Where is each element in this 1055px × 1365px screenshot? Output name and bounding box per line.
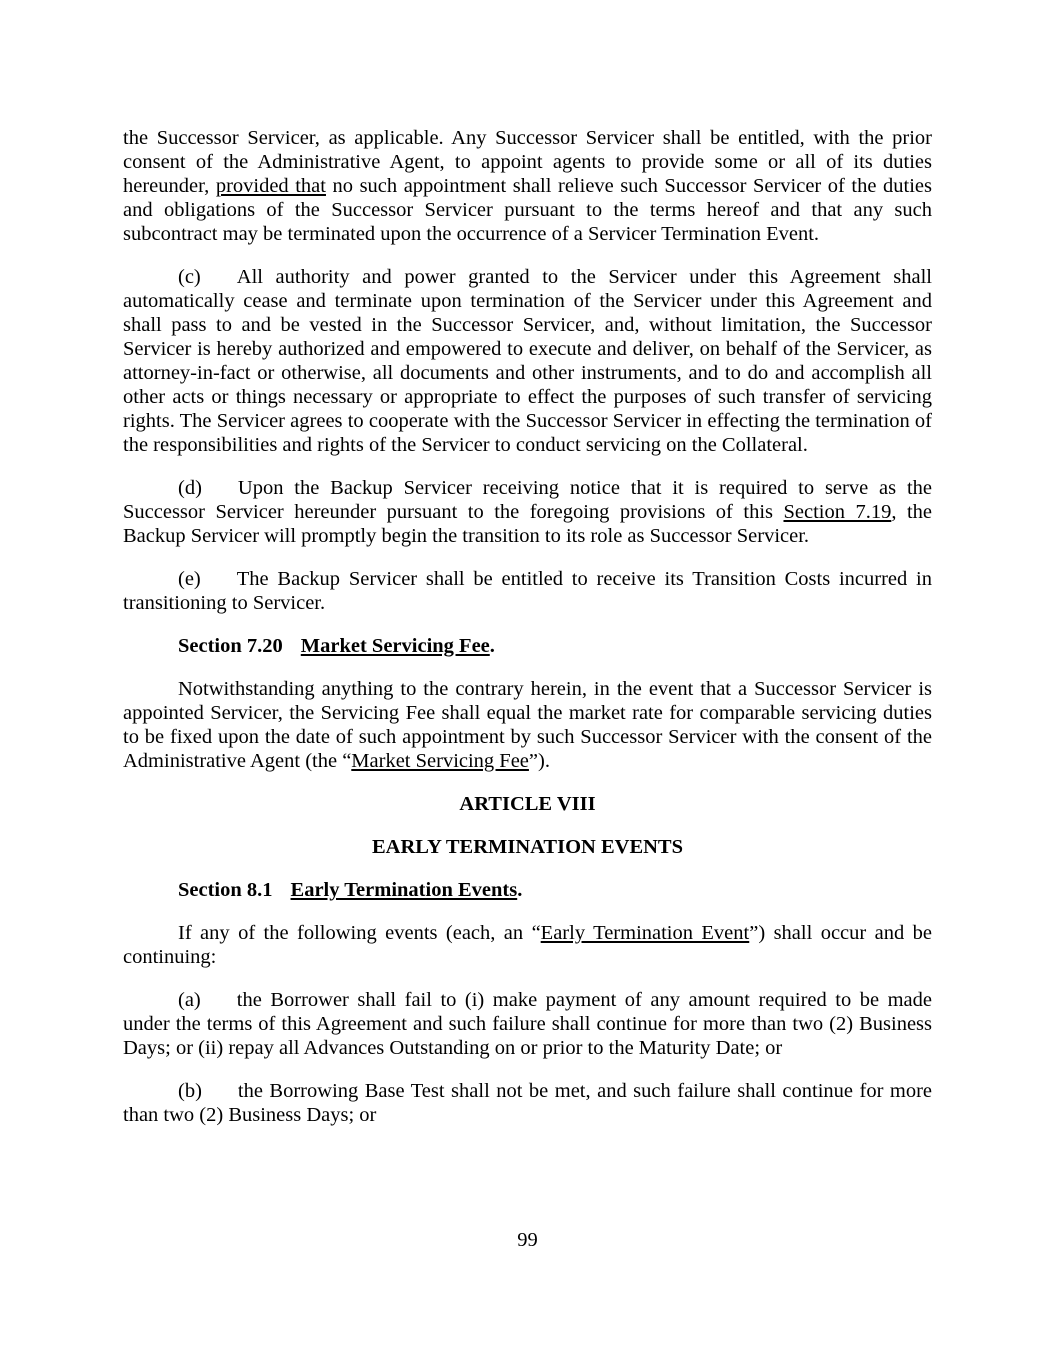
text-run: ”). bbox=[528, 750, 550, 772]
list-label-d: (d) bbox=[178, 477, 202, 499]
text-run: ”) shall occur and be continuing: bbox=[123, 922, 932, 968]
text-run: no such appointment shall relieve such Successor Servicer of the duties and obligations of the Successor Servicer pursuant to the terms hereof and that any such subcontract may be terminated upon the occurrence of a Servicer Termination Event. bbox=[123, 175, 932, 245]
list-label-b: (b) bbox=[178, 1080, 202, 1102]
section-title: Early Termination Events bbox=[290, 879, 518, 901]
text-run: the Successor Servicer, as applicable. Any Successor Servicer shall be entitled, with the prior consent of the Administrative Agent, to appoint agents to provide some or all of its duties hereunder, bbox=[123, 127, 932, 197]
paragraph-continuation bbox=[123, 126, 932, 246]
underlined-phrase-provided-that: provided that bbox=[215, 175, 326, 197]
list-label-a: (a) bbox=[178, 989, 201, 1011]
paragraph-a bbox=[123, 988, 932, 1060]
paragraph-market-servicing-fee bbox=[123, 677, 932, 773]
text-run: the Borrowing Base Test shall not be met, and such failure shall continue for more than two (2) Business Days; or bbox=[123, 1080, 932, 1126]
text-run: Upon the Backup Servicer receiving notice that it is required to serve as the Successor Servicer hereunder pursuant to the foregoing provisions of this bbox=[123, 477, 932, 523]
cross-reference-section-7-19: Section 7.19 bbox=[783, 501, 892, 523]
paragraph-e bbox=[123, 567, 932, 615]
defined-term-market-servicing-fee: Market Servicing Fee bbox=[351, 750, 529, 772]
paragraph-c bbox=[123, 265, 932, 457]
text-run: The Backup Servicer shall be entitled to receive its Transition Costs incurred in transitioning to Servicer. bbox=[123, 568, 932, 614]
text-run: All authority and power granted to the Servicer under this Agreement shall automatically cease and terminate upon termination of the Servicer under this Agreement and shall pass to and be vested in the Successor Servicer, and, without limitation, the Successor Servicer is hereby authorized and empowered to execute and deliver, on behalf of the Servicer, as attorney-in-fact or otherwise, all documents and other instruments, and to do and accomplish all other acts or things necessary or appropriate to effect the purposes of such transfer of servicing rights. The Servicer agrees to cooperate with the Successor Servicer in effecting the termination of the responsibilities and rights of the Servicer to conduct servicing on the Collateral. bbox=[123, 266, 932, 456]
page-number: 99 bbox=[517, 1229, 538, 1251]
text-run: Notwithstanding anything to the contrary herein, in the event that a Successor Servicer is appointed Servicer, the Servicing Fee shall equal the market rate for comparable servicing duties to be fixed upon the date of such appointment by such Successor Servicer with the consent of the Administrative Agent (the “ bbox=[123, 678, 932, 772]
section-7-20-heading bbox=[123, 634, 932, 658]
text-run: , the Backup Servicer will promptly begin the transition to its role as Successor Servicer. bbox=[123, 501, 932, 547]
paragraph-b bbox=[123, 1079, 932, 1127]
section-title: Market Servicing Fee bbox=[300, 635, 490, 657]
text-run: the Borrower shall fail to (i) make payment of any amount required to be made under the terms of this Agreement and such failure shall continue for more than two (2) Business Days; or (ii) repay all Advances Outstanding on or prior to the Maturity Date; or bbox=[123, 989, 932, 1059]
text-run: If any of the following events (each, an “ bbox=[178, 922, 541, 944]
list-label-e: (e) bbox=[178, 568, 201, 590]
list-label-c: (c) bbox=[178, 266, 201, 288]
section-title-period: . bbox=[517, 879, 523, 901]
section-number: Section 8.1 bbox=[178, 879, 273, 901]
section-title-period: . bbox=[489, 635, 495, 657]
paragraph-if-any-events bbox=[123, 921, 932, 969]
defined-term-early-termination-event: Early Termination Event bbox=[540, 922, 750, 944]
article-viii-title: EARLY TERMINATION EVENTS bbox=[372, 836, 683, 858]
article-viii-heading: ARTICLE VIII bbox=[459, 793, 596, 815]
section-8-1-heading bbox=[123, 878, 932, 902]
document-body bbox=[123, 126, 932, 1146]
paragraph-d bbox=[123, 476, 932, 548]
section-number: Section 7.20 bbox=[178, 635, 283, 657]
